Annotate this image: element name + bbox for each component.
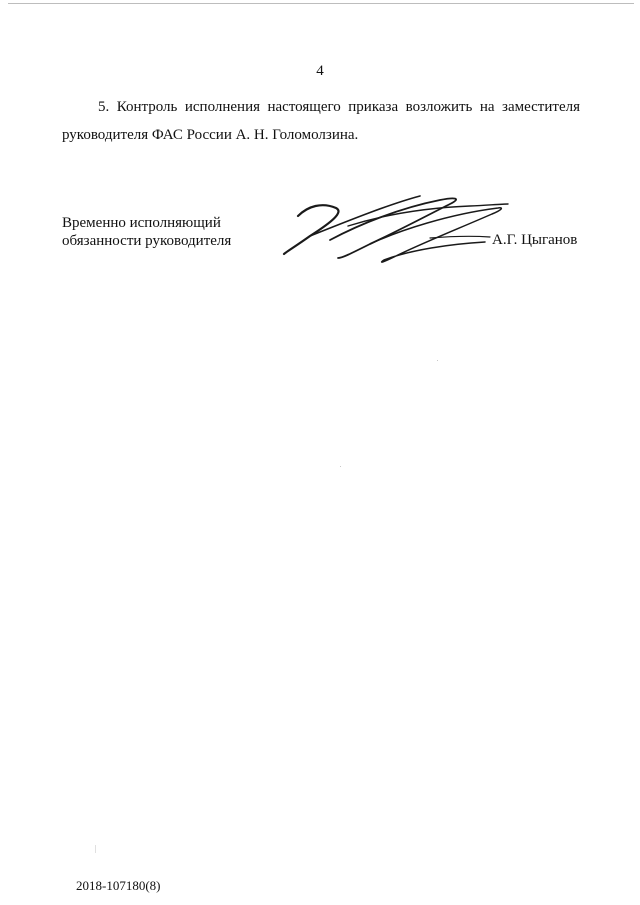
- signer-title-line-1: Временно исполняющий: [62, 215, 221, 231]
- signer-title-line-2: обязанности руководителя: [62, 233, 232, 249]
- scan-speck: [340, 466, 341, 467]
- body-paragraph: 5. Контроль исполнения настоящего приказа возложить на заместителя руководителя ФАС России А. Н. Голомолзина.: [62, 99, 580, 143]
- page-number: 4: [316, 63, 324, 79]
- document-number: 2018-107180(8): [76, 878, 161, 893]
- top-border-line: [8, 3, 634, 4]
- scan-speck: [437, 360, 438, 361]
- signer-title: [62, 214, 231, 250]
- scan-speck: [95, 845, 96, 853]
- signer-name: А.Г. Цыганов: [492, 232, 578, 248]
- handwritten-signature: [280, 186, 520, 268]
